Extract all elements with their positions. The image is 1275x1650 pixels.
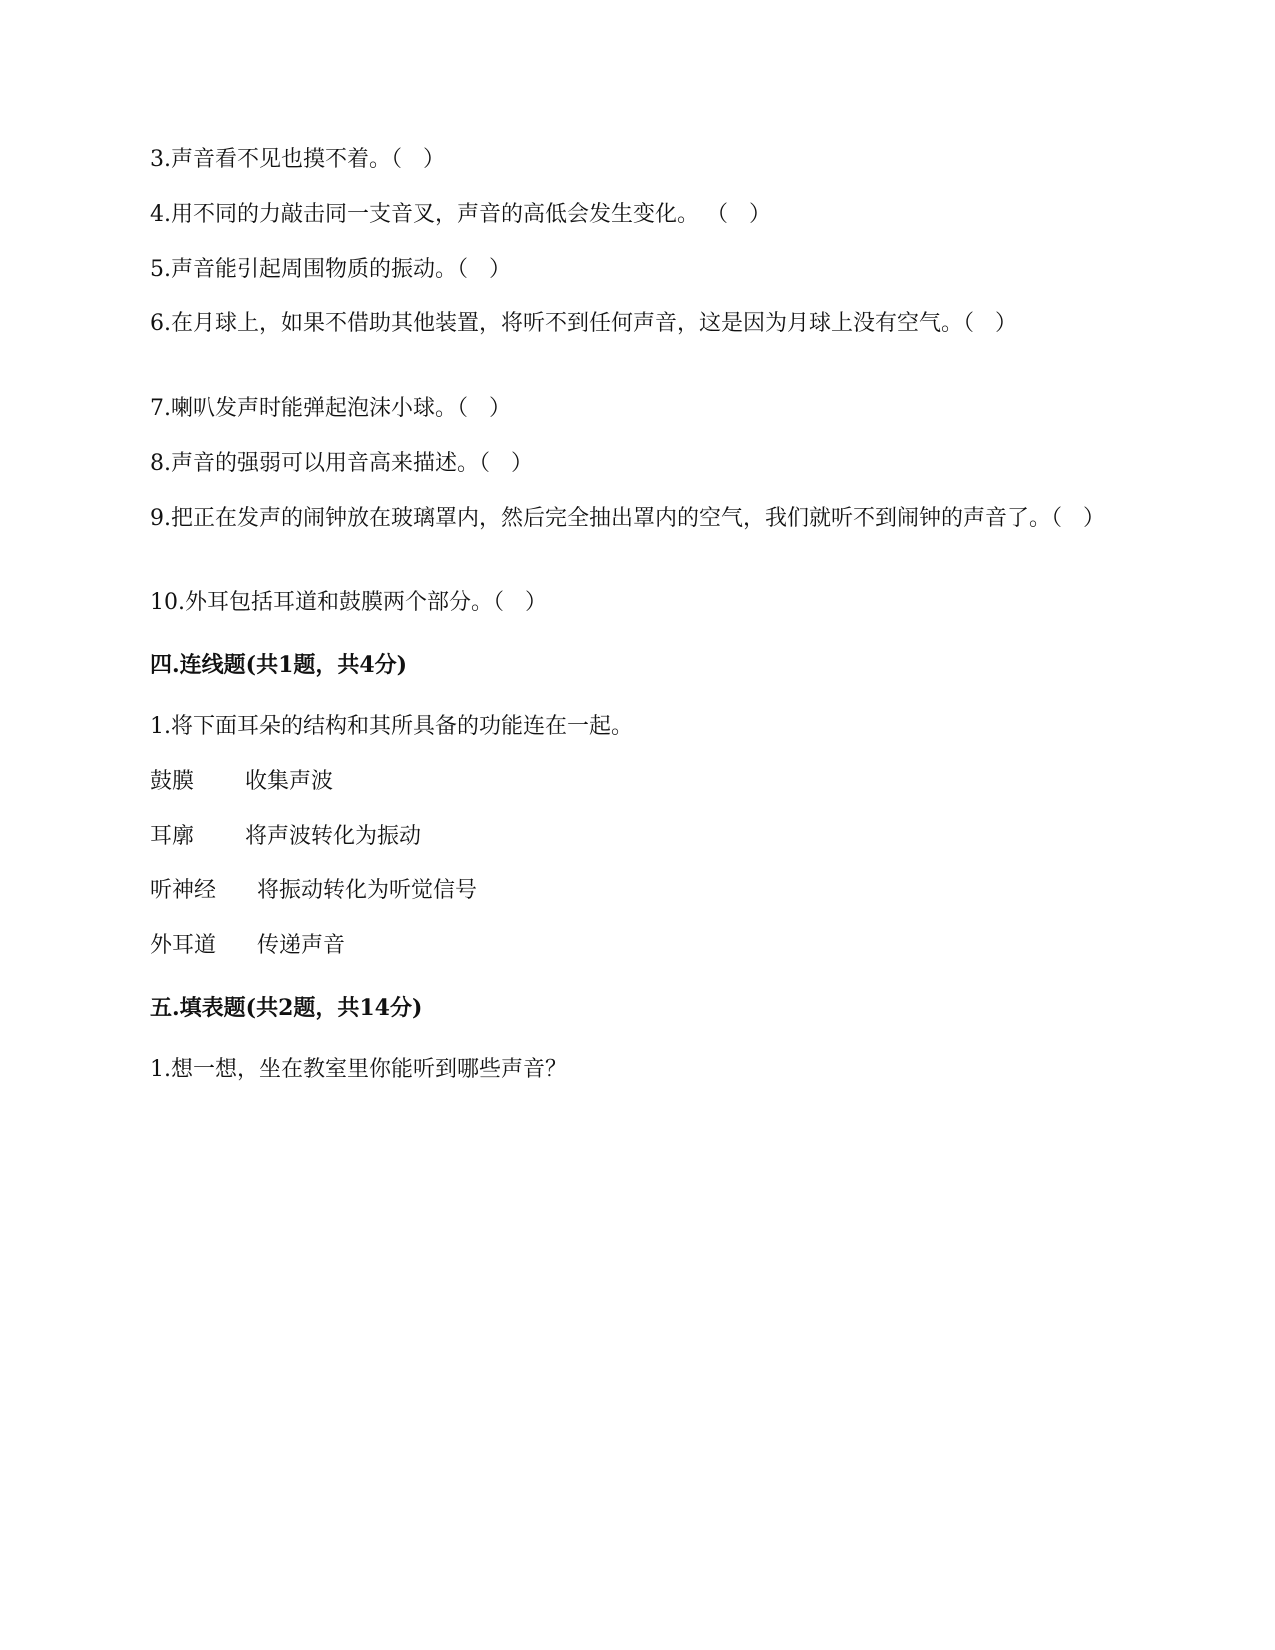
fill-table-question: 1.想一想，坐在教室里你能听到哪些声音？ [150, 1057, 567, 1082]
tf-question-5: 5.声音能引起周围物质的振动。（ ） [150, 257, 511, 282]
tf-question-7: 7.喇叭发声时能弹起泡沫小球。（ ） [150, 396, 511, 421]
tf-question-3: 3.声音看不见也摸不着。（ ） [150, 147, 445, 172]
match-left-item: 听神经 [150, 878, 217, 903]
match-right-item: 将声波转化为振动 [245, 824, 422, 849]
match-left-item: 耳廓 [150, 824, 195, 849]
tf-question-8: 8.声音的强弱可以用音高来描述。（ ） [150, 451, 533, 476]
match-right-item: 收集声波 [245, 769, 334, 794]
section-4-heading: 四.连线题(共1题，共4分) [150, 652, 408, 678]
section-5-heading: 五.填表题(共2题，共14分) [150, 995, 423, 1021]
tf-question-6: 6.在月球上，如果不借助其他装置，将听不到任何声音，这是因为月球上没有空气。（ ） [150, 311, 1017, 336]
match-right-item: 将振动转化为听觉信号 [257, 878, 478, 903]
match-left-item: 鼓膜 [150, 769, 195, 794]
matching-question: 1.将下面耳朵的结构和其所具备的功能连在一起。 [150, 714, 633, 739]
tf-question-9: 9.把正在发声的闹钟放在玻璃罩内，然后完全抽出罩内的空气，我们就听不到闹钟的声音了。（ ） [150, 506, 1105, 531]
tf-question-4: 4.用不同的力敲击同一支音叉，声音的高低会发生变化。 （ ） [150, 202, 771, 227]
match-left-item: 外耳道 [150, 933, 217, 958]
match-right-item: 传递声音 [257, 933, 346, 958]
tf-question-10: 10.外耳包括耳道和鼓膜两个部分。（ ） [150, 590, 547, 615]
